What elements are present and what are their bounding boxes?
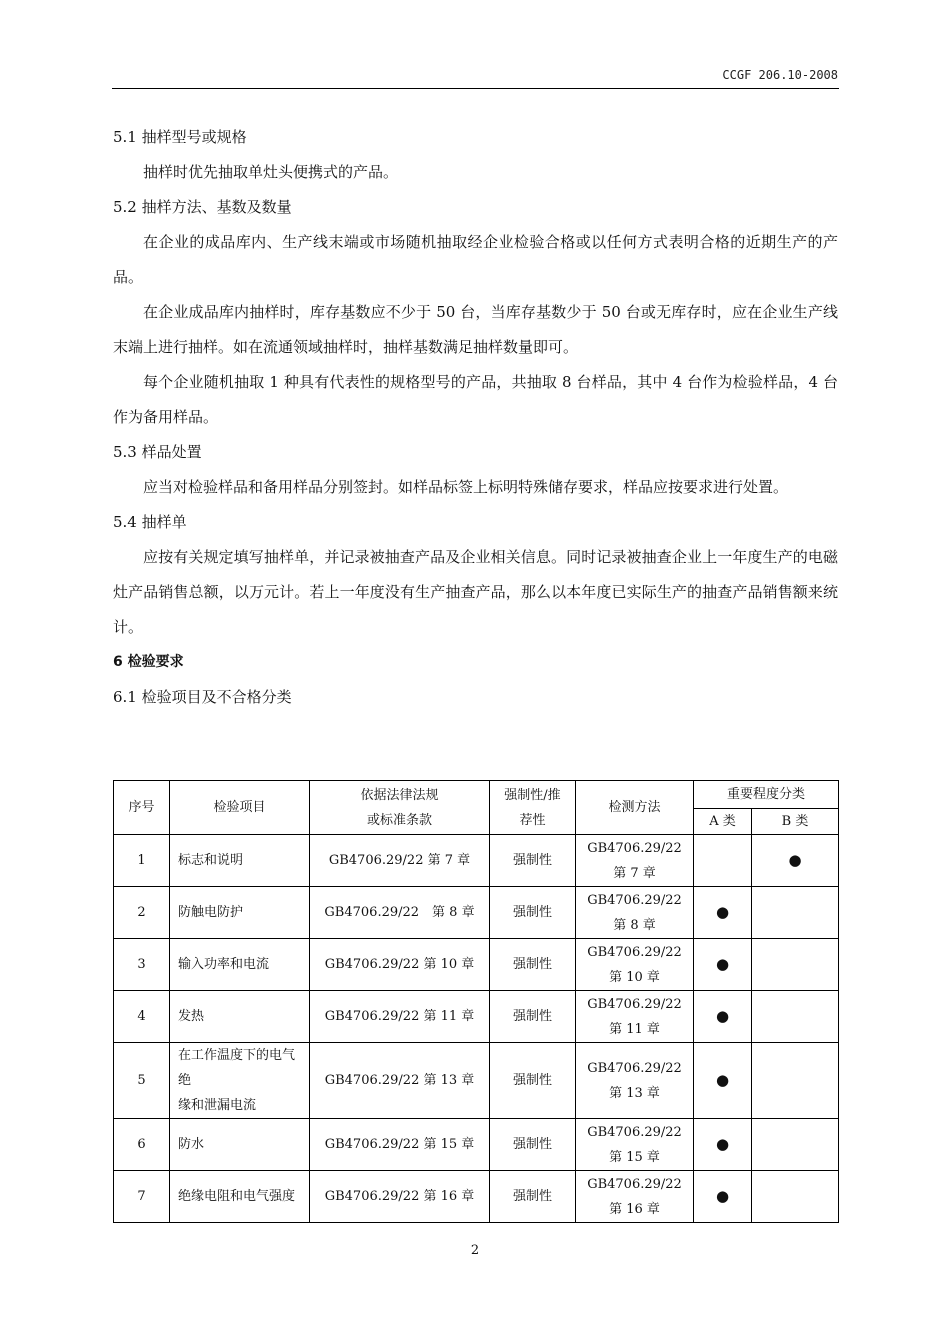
row-item: 标志和说明 (170, 835, 310, 887)
table-header-row (114, 781, 839, 809)
row-method-line1: GB4706.29/22 (587, 1060, 682, 1076)
row-item: 绝缘电阻和电气强度 (170, 1171, 310, 1223)
section-5-1-paragraph: 抽样时优先抽取单灶头便携式的产品。 (143, 163, 399, 181)
header-no: 序号 (114, 781, 170, 835)
row-class-a: ● (694, 939, 752, 991)
row-basis: GB4706.29/22 第 7 章 (310, 835, 490, 887)
row-mandatory: 强制性 (490, 1119, 576, 1171)
section-5-2-title: 5.2 抽样方法、基数及数量 (113, 198, 292, 216)
row-class-b (752, 1171, 839, 1223)
table-row (114, 1119, 839, 1171)
row-basis: GB4706.29/22 第 16 章 (310, 1171, 490, 1223)
section-5-3-title: 5.3 样品处置 (113, 443, 202, 461)
row-no: 6 (114, 1119, 170, 1171)
row-no: 1 (114, 835, 170, 887)
table-row (114, 991, 839, 1043)
row-class-a (694, 835, 752, 887)
row-method (576, 939, 694, 991)
row-method (576, 887, 694, 939)
header-class-a: A 类 (694, 809, 752, 835)
section-5-2-paragraph-2: 在企业成品库内抽样时，库存基数应不少于 50 台，当库存基数少于 50 台或无库存时，应在企业生产线末端上进行抽样。如在流通领域抽样时，抽样基数满足抽样数量即可。 (113, 303, 838, 356)
row-mandatory: 强制性 (490, 939, 576, 991)
section-5-3-paragraph: 应当对检验样品和备用样品分别签封。如样品标签上标明特殊储存要求，样品应按要求进行处置。 (143, 478, 789, 496)
row-method (576, 835, 694, 887)
row-class-b (752, 991, 839, 1043)
row-method-line2: 第 7 章 (613, 865, 656, 881)
header-item: 检验项目 (170, 781, 310, 835)
row-method (576, 991, 694, 1043)
header-importance: 重要程度分类 (694, 781, 839, 809)
header-mandatory (490, 781, 576, 835)
row-no: 3 (114, 939, 170, 991)
row-method-line2: 第 10 章 (609, 969, 660, 985)
row-method-line1: GB4706.29/22 (587, 996, 682, 1012)
row-item: 防水 (170, 1119, 310, 1171)
row-method (576, 1171, 694, 1223)
header-basis (310, 781, 490, 835)
row-mandatory: 强制性 (490, 887, 576, 939)
row-method (576, 1043, 694, 1119)
section-5-1-title: 5.1 抽样型号或规格 (113, 128, 247, 146)
row-no: 5 (114, 1043, 170, 1119)
row-item (170, 1043, 310, 1119)
section-5-4-paragraph: 应按有关规定填写抽样单，并记录被抽查产品及企业相关信息。同时记录被抽查企业上一年度生产的电磁灶产品销售总额，以万元计。若上一年度没有生产抽查产品，那么以本年度已实际生产的抽查产品销售额来统计。 (113, 548, 838, 636)
row-no: 2 (114, 887, 170, 939)
section-6-title: 6 检验要求 (113, 654, 184, 670)
header-rule (112, 88, 839, 89)
row-class-b (752, 1043, 839, 1119)
row-method-line1: GB4706.29/22 (587, 840, 682, 856)
row-method-line2: 第 8 章 (613, 917, 656, 933)
row-basis: GB4706.29/22 第 11 章 (310, 991, 490, 1043)
table-row (114, 835, 839, 887)
row-mandatory: 强制性 (490, 835, 576, 887)
header-mandatory-line2: 荐性 (519, 812, 546, 828)
row-method-line1: GB4706.29/22 (587, 944, 682, 960)
row-mandatory: 强制性 (490, 1171, 576, 1223)
row-class-a: ● (694, 991, 752, 1043)
table-row (114, 1043, 839, 1119)
row-mandatory: 强制性 (490, 991, 576, 1043)
header-method: 检测方法 (576, 781, 694, 835)
table-row (114, 939, 839, 991)
section-5-4-title: 5.4 抽样单 (113, 513, 187, 531)
row-method-line1: GB4706.29/22 (587, 892, 682, 908)
row-basis: GB4706.29/22 第 8 章 (310, 887, 490, 939)
header-basis-line1: 依据法律法规 (360, 787, 439, 803)
row-method-line1: GB4706.29/22 (587, 1124, 682, 1140)
header-mandatory-line1: 强制性/推 (504, 787, 561, 803)
table-row (114, 887, 839, 939)
row-item-line1: 在工作温度下的电气绝 (178, 1048, 296, 1088)
row-class-b (752, 939, 839, 991)
row-class-a: ● (694, 1171, 752, 1223)
section-5-2-paragraph-3: 每个企业随机抽取 1 种具有代表性的规格型号的产品，共抽取 8 台样品，其中 4 台作为检验样品，4 台作为备用样品。 (113, 373, 838, 426)
page-number: 2 (470, 1243, 480, 1258)
row-basis: GB4706.29/22 第 10 章 (310, 939, 490, 991)
row-method (576, 1119, 694, 1171)
body-content (113, 120, 838, 715)
row-no: 4 (114, 991, 170, 1043)
row-basis: GB4706.29/22 第 15 章 (310, 1119, 490, 1171)
row-class-b: ● (752, 835, 839, 887)
row-item: 发热 (170, 991, 310, 1043)
document-code: CCGF 206.10-2008 (722, 68, 838, 82)
table-row (114, 1171, 839, 1223)
row-basis: GB4706.29/22 第 13 章 (310, 1043, 490, 1119)
row-method-line2: 第 16 章 (609, 1201, 660, 1217)
row-item: 防触电防护 (170, 887, 310, 939)
row-class-a: ● (694, 887, 752, 939)
row-item-line2: 缘和泄漏电流 (178, 1098, 257, 1113)
row-method-line2: 第 15 章 (609, 1149, 660, 1165)
row-class-b (752, 887, 839, 939)
row-item: 输入功率和电流 (170, 939, 310, 991)
section-5-2-paragraph-1: 在企业的成品库内、生产线末端或市场随机抽取经企业检验合格或以任何方式表明合格的近期生产的产品。 (113, 233, 838, 286)
header-basis-line2: 或标准条款 (366, 812, 432, 828)
header-class-b: B 类 (752, 809, 839, 835)
row-method-line1: GB4706.29/22 (587, 1176, 682, 1192)
row-method-line2: 第 13 章 (609, 1085, 660, 1101)
row-mandatory: 强制性 (490, 1043, 576, 1119)
row-class-b (752, 1119, 839, 1171)
row-method-line2: 第 11 章 (609, 1021, 660, 1037)
row-no: 7 (114, 1171, 170, 1223)
row-class-a: ● (694, 1119, 752, 1171)
inspection-table (113, 780, 839, 1223)
section-6-1-title: 6.1 检验项目及不合格分类 (113, 688, 292, 706)
row-class-a: ● (694, 1043, 752, 1119)
